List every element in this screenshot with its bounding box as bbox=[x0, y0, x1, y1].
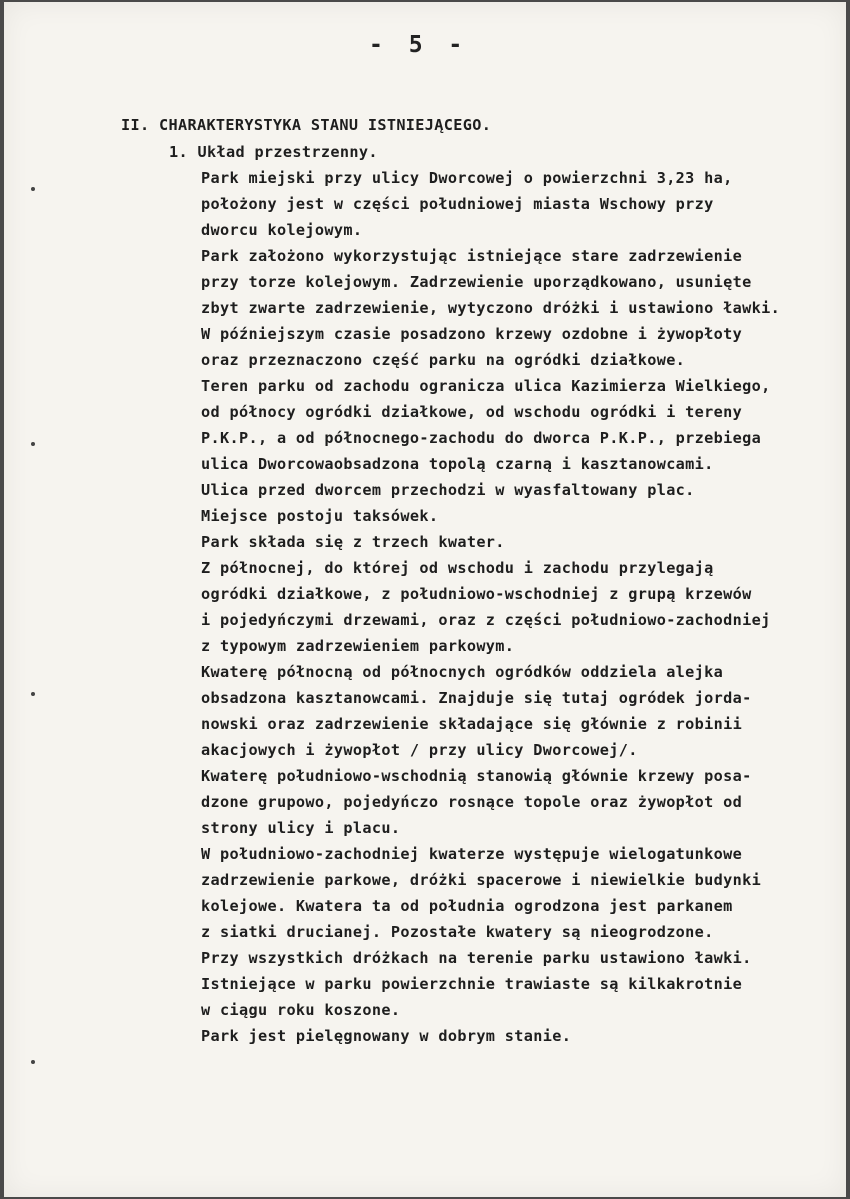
body-line: W południowo-zachodniej kwaterze występuje wielogatunkowe bbox=[201, 845, 743, 863]
body-line: Park założono wykorzystując istniejące stare zadrzewienie bbox=[201, 247, 743, 265]
body-line: P.K.P., a od północnego-zachodu do dworca P.K.P., przebiega bbox=[201, 429, 762, 447]
body-line: Teren parku od zachodu ogranicza ulica Kazimierza Wielkiego, bbox=[201, 377, 771, 395]
page-number: - 5 - bbox=[369, 32, 469, 58]
body-line: przy torze kolejowym. Zadrzewienie uporządkowano, usunięte bbox=[201, 273, 752, 291]
body-line: Park składa się z trzech kwater. bbox=[201, 533, 505, 551]
body-line: Istniejące w parku powierzchnie trawiaste są kilkakrotnie bbox=[201, 975, 743, 993]
body-line: dworcu kolejowym. bbox=[201, 221, 363, 239]
body-line: położony jest w części południowej miasta Wschowy przy bbox=[201, 195, 714, 213]
body-line: nowski oraz zadrzewienie składające się głównie z robinii bbox=[201, 715, 743, 733]
body-line: Z północnej, do której od wschodu i zachodu przylegają bbox=[201, 559, 714, 577]
body-line: strony ulicy i placu. bbox=[201, 819, 401, 837]
body-line: zbyt zwarte zadrzewienie, wytyczono dróżki i ustawiono ławki. bbox=[201, 299, 781, 317]
body-line: Ulica przed dworcem przechodzi w wyasfaltowany plac. bbox=[201, 481, 695, 499]
body-line: Miejsce postoju taksówek. bbox=[201, 507, 439, 525]
document-body bbox=[4, 2, 846, 1197]
body-line: Kwaterę północną od północnych ogródków oddziela alejka bbox=[201, 663, 724, 681]
body-line: W późniejszym czasie posadzono krzewy ozdobne i żywopłoty bbox=[201, 325, 743, 343]
section-heading: II. CHARAKTERYSTYKA STANU ISTNIEJĄCEGO. bbox=[121, 116, 492, 134]
body-line: dzone grupowo, pojedyńczo rosnące topole oraz żywopłot od bbox=[201, 793, 743, 811]
body-line: Park miejski przy ulicy Dworcowej o powierzchni 3,23 ha, bbox=[201, 169, 733, 187]
body-line: akacjowych i żywopłot / przy ulicy Dworcowej/. bbox=[201, 741, 638, 759]
body-line: Przy wszystkich dróżkach na terenie parku ustawiono ławki. bbox=[201, 949, 752, 967]
body-line: obsadzona kasztanowcami. Znajduje się tutaj ogródek jorda- bbox=[201, 689, 752, 707]
body-line: kolejowe. Kwatera ta od południa ogrodzona jest parkanem bbox=[201, 897, 733, 915]
body-line: ulica Dworcowaobsadzona topolą czarną i kasztanowcami. bbox=[201, 455, 714, 473]
body-line: w ciągu roku koszone. bbox=[201, 1001, 401, 1019]
body-line: zadrzewienie parkowe, dróżki spacerowe i niewielkie budynki bbox=[201, 871, 762, 889]
body-line: Park jest pielęgnowany w dobrym stanie. bbox=[201, 1027, 572, 1045]
body-line: oraz przeznaczono część parku na ogródki działkowe. bbox=[201, 351, 686, 369]
body-line: z siatki drucianej. Pozostałe kwatery są nieogrodzone. bbox=[201, 923, 714, 941]
body-line: ogródki działkowe, z południowo-wschodniej z grupą krzewów bbox=[201, 585, 752, 603]
document-page bbox=[4, 2, 846, 1197]
subsection-heading: 1. Układ przestrzenny. bbox=[169, 143, 378, 161]
body-line: i pojedyńczymi drzewami, oraz z części południowo-zachodniej bbox=[201, 611, 771, 629]
body-line: z typowym zadrzewieniem parkowym. bbox=[201, 637, 515, 655]
body-line: od północy ogródki działkowe, od wschodu ogródki i tereny bbox=[201, 403, 743, 421]
body-line: Kwaterę południowo-wschodnią stanowią głównie krzewy posa- bbox=[201, 767, 752, 785]
